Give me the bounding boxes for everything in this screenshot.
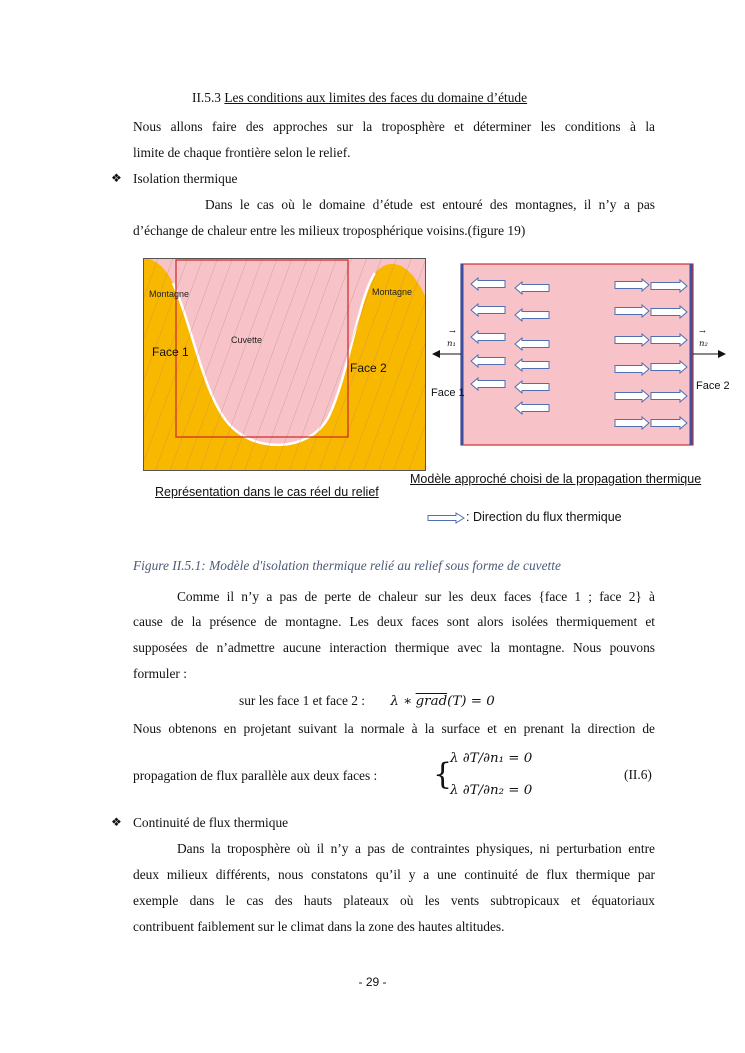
equation-system-bottom: λ ∂T/∂n₂ = 0 bbox=[450, 783, 533, 798]
model-figure bbox=[425, 260, 735, 460]
label-cuvette: Cuvette bbox=[231, 335, 263, 345]
section-title: Les conditions aux limites des faces du domaine d’étude bbox=[224, 90, 528, 105]
paragraph-line: Dans le cas où le domaine d’étude est entouré des montagnes, il n’y a pas bbox=[205, 197, 655, 212]
page-number: - 29 - bbox=[358, 975, 387, 989]
bullet-icon: ❖ bbox=[111, 171, 122, 185]
equation-system-brace: { bbox=[433, 757, 453, 792]
paragraph-line: propagation de flux parallèle aux deux faces : bbox=[133, 768, 378, 783]
paragraph-line: cause de la présence de montagne. Les deux faces sont alors isolées thermiquement et bbox=[133, 614, 655, 629]
paragraph-line: limite de chaque frontière selon le relief. bbox=[133, 145, 351, 160]
equation-system-top: λ ∂T/∂n₁ = 0 bbox=[450, 751, 533, 766]
flux-legend-arrow-icon bbox=[427, 512, 465, 524]
paragraph-line: formuler : bbox=[133, 666, 187, 681]
paragraph-line: Nous obtenons en projetant suivant la normale à la surface et en prenant la direction de bbox=[133, 721, 655, 736]
left-figure-caption: Représentation dans le cas réel du relief bbox=[155, 485, 379, 499]
svg-text:→: → bbox=[699, 327, 706, 336]
bullet-icon: ❖ bbox=[111, 815, 122, 829]
svg-text:→: → bbox=[449, 327, 456, 336]
flux-legend-label: : Direction du flux thermique bbox=[466, 510, 622, 524]
equation-rest: (T) = 0 bbox=[447, 694, 495, 709]
equation-grad-vector: grad bbox=[415, 694, 448, 709]
equation-label: (II.6) bbox=[624, 767, 652, 782]
equation-prefix: sur les face 1 et face 2 : bbox=[239, 693, 366, 708]
label-n1: n₁ bbox=[447, 339, 456, 349]
label-montagne-left: Montagne bbox=[149, 289, 190, 299]
paragraph-line: contribuent faiblement sur le climat dans la zone des hautes altitudes. bbox=[133, 919, 505, 934]
right-figure-caption: Modèle approché choisi de la propagation thermique bbox=[410, 472, 702, 486]
paragraph-line: Nous allons faire des approches sur la troposphère et déterminer les conditions à la bbox=[133, 119, 655, 134]
paragraph-line: d’échange de chaleur entre les milieux troposphérique voisins.(figure 19) bbox=[133, 223, 526, 238]
paragraph-line: Comme il n’y a pas de perte de chaleur sur les deux faces {face 1 ; face 2} à bbox=[177, 589, 655, 604]
label-n2: n₂ bbox=[699, 339, 708, 349]
section-number: II.5.3 bbox=[192, 90, 222, 105]
equation-lambda: λ ∗ bbox=[390, 694, 413, 709]
paragraph-line: deux milieux différents, nous constatons qu’il y a une continuité de flux thermique par bbox=[133, 867, 655, 882]
bullet-title: Isolation thermique bbox=[133, 171, 238, 186]
paragraph-line: supposées de n’admettre aucune interaction thermique avec la montagne. Nous pouvons bbox=[133, 640, 655, 655]
paragraph-line: exemple dans le cas des hauts plateaux où les vents subtropicaux et équatoriaux bbox=[133, 893, 655, 908]
figure-caption: Figure II.5.1: Modèle d'isolation thermique relié au relief sous forme de cuvette bbox=[133, 558, 561, 573]
label-face1: Face 1 bbox=[152, 345, 189, 359]
label-model-face1: Face 1 bbox=[431, 387, 465, 399]
label-face2: Face 2 bbox=[350, 361, 387, 375]
label-model-face2: Face 2 bbox=[696, 380, 730, 392]
section-heading bbox=[192, 89, 527, 107]
model-domain bbox=[461, 264, 693, 445]
bullet-title: Continuité de flux thermique bbox=[133, 815, 289, 830]
relief-figure bbox=[143, 258, 426, 471]
paragraph-line: Dans la troposphère où il n’y a pas de contraintes physiques, ni perturbation entre bbox=[177, 841, 655, 856]
equation-grad bbox=[239, 693, 495, 709]
label-montagne-right: Montagne bbox=[372, 287, 413, 297]
